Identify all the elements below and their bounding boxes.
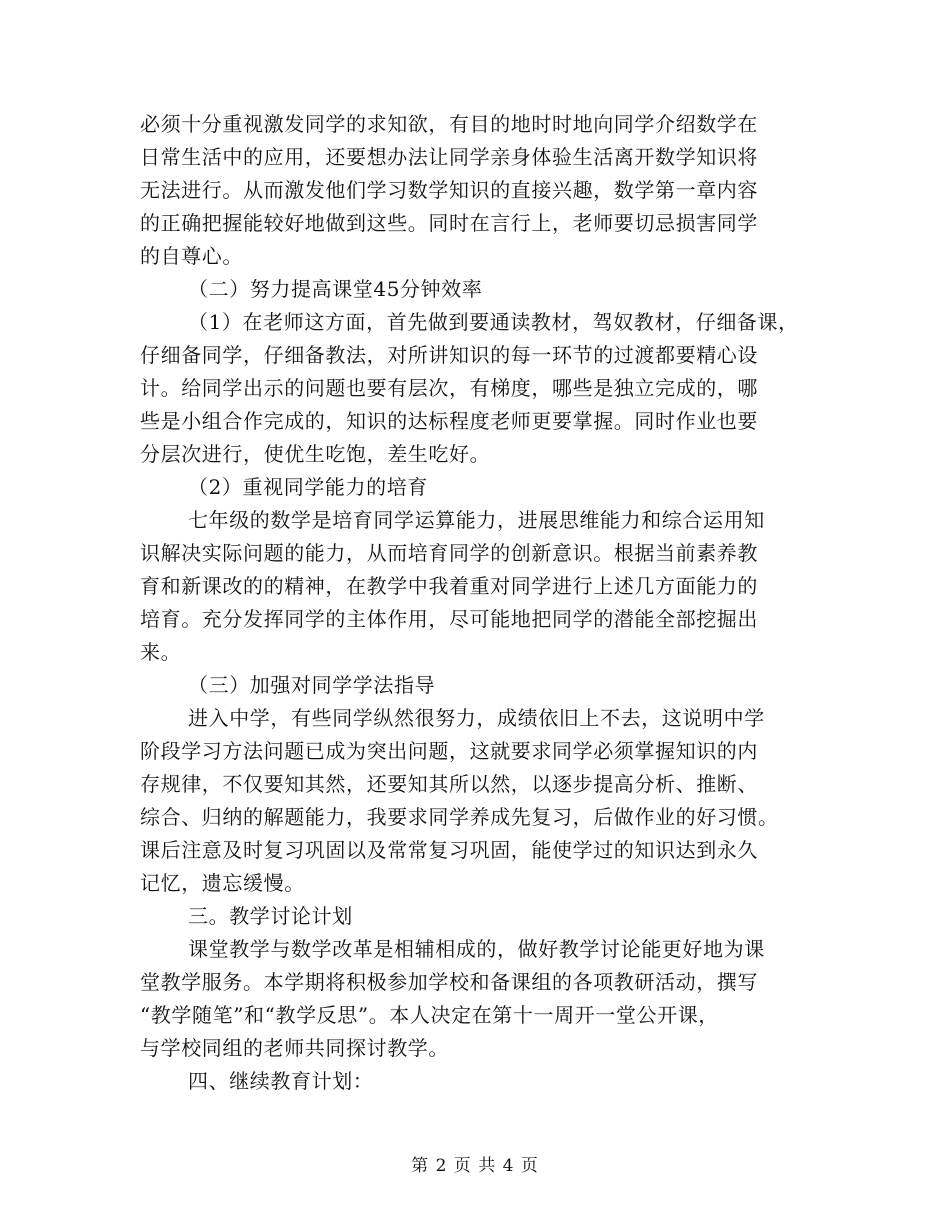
section-heading: （二）努力提高课堂45分钟效率 — [188, 277, 483, 301]
text-line: 进入中学，有些同学纵然很努力，成绩依旧上不去，这说明中学 — [188, 706, 765, 730]
text-line: 来。 — [140, 640, 182, 664]
text-line: 的自尊心。 — [140, 244, 243, 268]
text-line: 综合、归纳的解题能力，我要求同学养成先复习，后做作业的好习惯。 — [140, 805, 779, 829]
section-heading: 四、继续教育计划： — [188, 1069, 374, 1093]
text-line: 培育。充分发挥同学的主体作用，尽可能地把同学的潜能全部挖掘出 — [140, 607, 758, 631]
text-line: 课堂教学与数学改革是相辅相成的，做好教学讨论能更好地为课 — [188, 937, 765, 961]
text-line: “教学随笔”和“教学反思”。本人决定在第十一周开一堂公开课， — [140, 1003, 719, 1027]
text-line: （1）在老师这方面，首先做到要通读教材，驾奴教材，仔细备课， — [188, 310, 799, 334]
section-heading: 三。教学讨论计划 — [188, 904, 353, 928]
text-line: 仔细备同学，仔细备教法，对所讲知识的每一环节的过渡都要精心设 — [140, 343, 758, 367]
text-line: 记忆，遗忘缓慢。 — [140, 871, 305, 895]
page-number-footer: 第 2 页 共 4 页 — [411, 1156, 539, 1176]
text-line: 堂教学服务。本学期将积极参加学校和备课组的各项教研活动，撰写 — [140, 970, 758, 994]
text-line: 分层次进行，使优生吃饱，差生吃好。 — [140, 442, 491, 466]
text-line: 计。给同学出示的问题也要有层次，有梯度，哪些是独立完成的，哪 — [140, 376, 758, 400]
section-heading: （2）重视同学能力的培育 — [188, 475, 428, 499]
text-line: 些是小组合作完成的，知识的达标程度老师更要掌握。同时作业也要 — [140, 409, 758, 433]
text-line: 日常生活中的应用，还要想办法让同学亲身体验生活离开数学知识将 — [140, 145, 758, 169]
text-line: 无法进行。从而激发他们学习数学知识的直接兴趣，数学第一章内容 — [140, 178, 758, 202]
text-line: 与学校同组的老师共同探讨教学。 — [140, 1036, 449, 1060]
text-line: 必须十分重视激发同学的求知欲，有目的地时时地向同学介绍数学在 — [140, 112, 758, 136]
text-line: 的正确把握能较好地做到这些。同时在言行上，老师要切忌损害同学 — [140, 211, 758, 235]
document-body — [140, 108, 840, 1098]
text-line: 存规律，不仅要知其然，还要知其所以然，以逐步提高分析、推断、 — [140, 772, 758, 796]
section-heading: （三）加强对同学学法指导 — [188, 673, 436, 697]
text-line: 七年级的数学是培育同学运算能力，进展思维能力和综合运用知 — [188, 508, 765, 532]
text-line: 识解决实际问题的能力，从而培育同学的创新意识。根据当前素养教 — [140, 541, 758, 565]
text-line: 课后注意及时复习巩固以及常常复习巩固，能使学过的知识达到永久 — [140, 838, 758, 862]
text-line: 育和新课改的的精神，在教学中我着重对同学进行上述几方面能力的 — [140, 574, 758, 598]
text-line: 阶段学习方法问题已成为突出问题，这就要求同学必须掌握知识的内 — [140, 739, 758, 763]
